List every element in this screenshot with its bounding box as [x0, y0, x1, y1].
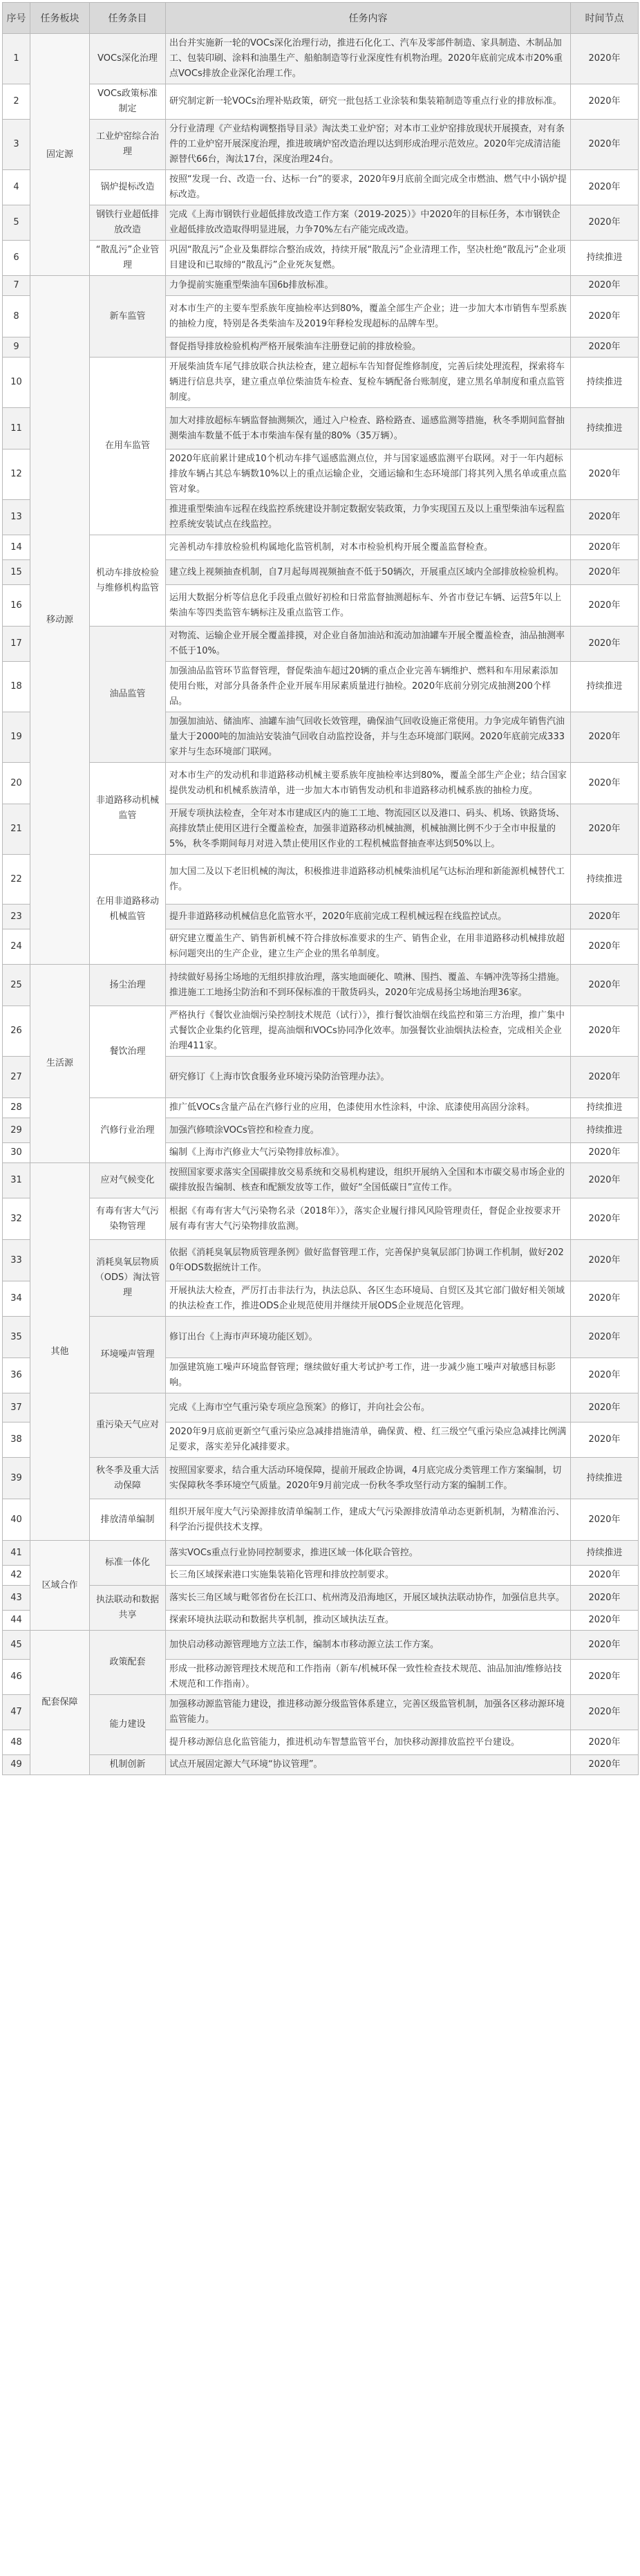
task-content-cell: 对本市生产的主要车型系族年度抽检率达到80%，覆盖全部生产企业；进一步加大本市销售车型系族的抽检力度，特别是各类柴油车及2019年释检发现超标的品牌车型。: [166, 296, 571, 337]
row-number: 22: [3, 855, 30, 905]
task-item-cell: 餐饮治理: [90, 1006, 166, 1098]
task-content-cell: 探索环境执法联动和数据共享机制，推动区域执法互查。: [166, 1611, 571, 1631]
time-node-cell: 2020年: [571, 535, 639, 560]
task-content-cell: 加强加油站、储油库、油罐车油气回收长效管理，确保油气回收设施正常使用。力争完成年销售汽油量大于2000吨的加油站安装油气回收自动监控设备，并与生态环境部门联网。2020年底前完成333家并与生态环境部门联网。: [166, 712, 571, 763]
time-node-cell: 持续推进: [571, 408, 639, 450]
table-row: [3, 170, 639, 205]
task-content-cell: 落实VOCs重点行业协同控制要求，推进区域一体化联合管控。: [166, 1541, 571, 1566]
row-number: 11: [3, 408, 30, 450]
time-node-cell: 2020年: [571, 337, 639, 358]
task-item-cell: 能力建设: [90, 1695, 166, 1755]
task-content-cell: 长三角区域探索港口实施集装箱化管理和排放控制要求。: [166, 1566, 571, 1586]
time-node-cell: 2020年: [571, 905, 639, 929]
time-node-cell: 2020年: [571, 1499, 639, 1541]
task-item-cell: 有毒有害大气污染物管理: [90, 1198, 166, 1240]
table-row: [3, 1317, 639, 1358]
task-item-cell: 重污染天气应对: [90, 1393, 166, 1458]
time-node-cell: 2020年: [571, 1695, 639, 1730]
table-row: [3, 1098, 639, 1118]
task-content-cell: 加快启动移动源管理地方立法工作，编制本市移动源立法工作方案。: [166, 1631, 571, 1660]
task-content-cell: 建立线上视频抽查机制，自7月起每周视频抽查不低于50辆次，开展重点区域内全部排放检验机构。: [166, 560, 571, 585]
row-number: 36: [3, 1358, 30, 1393]
header-section: 任务板块: [30, 3, 90, 34]
task-item-cell: 标准一体化: [90, 1541, 166, 1586]
task-item-cell: “散乱污”企业管理: [90, 241, 166, 276]
header-row: [3, 3, 639, 34]
time-node-cell: 持续推进: [571, 241, 639, 276]
row-number: 8: [3, 296, 30, 337]
table-row: [3, 1695, 639, 1730]
table-row: [3, 1755, 639, 1775]
time-node-cell: 2020年: [571, 170, 639, 205]
row-number: 29: [3, 1118, 30, 1143]
task-content-cell: 落实长三角区域与毗邻省份在长江口、杭州湾及沿海地区，开展区域执法联动协作，加强信息共享。: [166, 1586, 571, 1611]
row-number: 20: [3, 763, 30, 804]
row-number: 40: [3, 1499, 30, 1541]
task-item-cell: 钢铁行业超低排放改造: [90, 205, 166, 241]
time-node-cell: 2020年: [571, 1566, 639, 1586]
time-node-cell: 持续推进: [571, 1118, 639, 1143]
time-node-cell: 2020年: [571, 1240, 639, 1281]
row-number: 13: [3, 500, 30, 535]
time-node-cell: 2020年: [571, 763, 639, 804]
time-node-cell: 2020年: [571, 1281, 639, 1317]
task-item-cell: 排放清单编制: [90, 1499, 166, 1541]
table-row: [3, 1163, 639, 1198]
task-item-cell: VOCs深化治理: [90, 34, 166, 84]
time-node-cell: 2020年: [571, 450, 639, 500]
task-content-cell: 试点开展固定源大气环境“协议管理”。: [166, 1755, 571, 1775]
table-row: [3, 241, 639, 276]
time-node-cell: 2020年: [571, 34, 639, 84]
table-row: [3, 84, 639, 120]
time-node-cell: 2020年: [571, 627, 639, 662]
section-cell: 区域合作: [30, 1541, 90, 1631]
table-row: [3, 1198, 639, 1240]
table-row: [3, 1631, 639, 1660]
time-node-cell: 2020年: [571, 1755, 639, 1775]
table-row: [3, 965, 639, 1006]
row-number: 15: [3, 560, 30, 585]
table-row: [3, 1006, 639, 1057]
task-content-cell: 按照国家要求，结合重大活动环境保障，提前开展政企协调，4月底完成分类管理工作方案编制，切实保障秋冬季环境空气质量。2020年9月前完成一份秋冬季攻坚行动方案的编制工作。: [166, 1458, 571, 1499]
time-node-cell: 2020年: [571, 1423, 639, 1458]
row-number: 2: [3, 84, 30, 120]
task-content-cell: 研究制定新一轮VOCs治理补贴政策，研究一批包括工业涂装和集装箱制造等重点行业的排放标准。: [166, 84, 571, 120]
task-content-cell: 力争提前实施重型柴油车国6b排放标准。: [166, 276, 571, 296]
task-content-cell: 根据《有毒有害大气污染物名录（2018年）》，落实企业履行排风风险管理责任，督促企业按要求开展有毒有害大气污染物排放监测。: [166, 1198, 571, 1240]
table-row: [3, 1240, 639, 1281]
time-node-cell: 2020年: [571, 276, 639, 296]
table-row: [3, 855, 639, 905]
task-content-cell: 加强移动源监管能力建设，推进移动源分级监管体系建立，完善区级监管机制，加强各区移动源环境监管能力。: [166, 1695, 571, 1730]
task-item-cell: 汽修行业治理: [90, 1098, 166, 1163]
header-item: 任务条目: [90, 3, 166, 34]
task-item-cell: 工业炉窑综合治理: [90, 120, 166, 170]
row-number: 47: [3, 1695, 30, 1730]
row-number: 38: [3, 1423, 30, 1458]
row-number: 24: [3, 929, 30, 965]
header-content: 任务内容: [166, 3, 571, 34]
row-number: 37: [3, 1393, 30, 1423]
time-node-cell: 2020年: [571, 500, 639, 535]
time-node-cell: 2020年: [571, 804, 639, 855]
task-item-cell: 消耗臭氧层物质（ODS）淘汰管理: [90, 1240, 166, 1317]
task-content-cell: 推进重型柴油车远程在线监控系统建设并制定数据安装政策，力争实现国五及以上重型柴油车远程监控系统安装试点在线监控。: [166, 500, 571, 535]
table-row: [3, 627, 639, 662]
task-item-cell: 政策配套: [90, 1631, 166, 1695]
task-content-cell: 加大国二及以下老旧机械的淘汰，积极推进非道路移动机械柴油机尾气达标治理和新能源机械替代工作。: [166, 855, 571, 905]
task-item-cell: 机动车排放检验与维修机构监管: [90, 535, 166, 627]
task-item-cell: 在用车监管: [90, 358, 166, 535]
row-number: 48: [3, 1730, 30, 1755]
task-item-cell: 非道路移动机械监管: [90, 763, 166, 855]
table-row: [3, 1499, 639, 1541]
task-content-cell: 运用大数据分析等信息化手段重点做好初检和日常监督抽测超标车、外省市登记车辆、运营5年以上柴油车等四类监管车辆标注及重点监管工作。: [166, 585, 571, 627]
task-item-cell: 执法联动和数据共享: [90, 1586, 166, 1631]
row-number: 31: [3, 1163, 30, 1198]
time-node-cell: 2020年: [571, 1358, 639, 1393]
time-node-cell: 2020年: [571, 1317, 639, 1358]
table-row: [3, 1458, 639, 1499]
row-number: 35: [3, 1317, 30, 1358]
row-number: 27: [3, 1057, 30, 1098]
table-row: [3, 1393, 639, 1423]
time-node-cell: 2020年: [571, 929, 639, 965]
task-content-cell: 按照“发现一台、改造一台、达标一台”的要求，2020年9月底前全面完成全市燃油、燃气中小锅炉提标改造。: [166, 170, 571, 205]
row-number: 45: [3, 1631, 30, 1660]
row-number: 34: [3, 1281, 30, 1317]
header-node: 时间节点: [571, 3, 639, 34]
task-content-cell: 完成《上海市空气重污染专项应急预案》的修订，并向社会公布。: [166, 1393, 571, 1423]
task-content-cell: 出台并实施新一轮的VOCs深化治理行动，推进石化化工、汽车及零部件制造、家具制造、木制品加工、包装印刷、涂料和油墨生产、船舶制造等行业深度性有机物治理。2020年底前完成本市20%重点VOCs排放企业深化治理工作。: [166, 34, 571, 84]
table-row: [3, 358, 639, 408]
row-number: 6: [3, 241, 30, 276]
row-number: 19: [3, 712, 30, 763]
task-item-cell: 油品监管: [90, 627, 166, 763]
row-number: 14: [3, 535, 30, 560]
table-row: [3, 535, 639, 560]
table-row: [3, 34, 639, 84]
task-content-cell: 加大对排放超标车辆监督抽测频次，通过入户检查、路检路查、遥感监测等措施，秋冬季期间监督抽测柴油车数量不低于本市柴油车保有量的80%（35万辆）。: [166, 408, 571, 450]
task-content-cell: 对物流、运输企业开展全覆盖排摸，对企业自备加油站和流动加油罐车开展全覆盖检查，油品抽测率不低于10%。: [166, 627, 571, 662]
row-number: 33: [3, 1240, 30, 1281]
row-number: 21: [3, 804, 30, 855]
time-node-cell: 2020年: [571, 1586, 639, 1611]
time-node-cell: 2020年: [571, 84, 639, 120]
time-node-cell: 2020年: [571, 205, 639, 241]
row-number: 28: [3, 1098, 30, 1118]
row-number: 7: [3, 276, 30, 296]
task-content-cell: 推广低VOCs含量产品在汽修行业的应用，色漆使用水性涂料，中涂、底漆使用高固分涂料。: [166, 1098, 571, 1118]
row-number: 46: [3, 1660, 30, 1695]
row-number: 43: [3, 1586, 30, 1611]
task-content-cell: 加强汽修喷涂VOCs管控和检查力度。: [166, 1118, 571, 1143]
row-number: 18: [3, 662, 30, 712]
time-node-cell: 2020年: [571, 296, 639, 337]
task-item-cell: VOCs政策标准制定: [90, 84, 166, 120]
time-node-cell: 2020年: [571, 1393, 639, 1423]
task-item-cell: 锅炉提标改造: [90, 170, 166, 205]
time-node-cell: 2020年: [571, 1143, 639, 1163]
task-content-cell: 按照国家要求落实全国碳排放交易系统和交易机构建设，组织开展纳入全国和本市碳交易市场企业的碳排放报告编制、核查和配额发放等工作，做好“全国低碳日”宣传工作。: [166, 1163, 571, 1198]
task-item-cell: 机制创新: [90, 1755, 166, 1775]
section-cell: 生活源: [30, 965, 90, 1163]
task-content-cell: 修订出台《上海市声环境功能区划》。: [166, 1317, 571, 1358]
task-content-cell: 分行业清理《产业结构调整指导目录》淘汰类工业炉窑；对本市工业炉窑排放现状开展摸查，对有条件的工业炉窑开展深度治理，推进玻璃炉窑改造治理以达到形成治理示范效应。2020年完成清洁能源替代66台，淘汰17台，深度治理24台。: [166, 120, 571, 170]
time-node-cell: 2020年: [571, 1198, 639, 1240]
task-content-cell: 提升非道路移动机械信息化监管水平，2020年底前完成工程机械远程在线监控试点。: [166, 905, 571, 929]
time-node-cell: 2020年: [571, 1730, 639, 1755]
task-content-cell: 完善机动车排放检验机构属地化监管机制，对本市检验机构开展全覆盖监督检查。: [166, 535, 571, 560]
row-number: 16: [3, 585, 30, 627]
table-row: [3, 205, 639, 241]
row-number: 49: [3, 1755, 30, 1775]
time-node-cell: 持续推进: [571, 358, 639, 408]
row-number: 26: [3, 1006, 30, 1057]
time-node-cell: 2020年: [571, 1057, 639, 1098]
time-node-cell: 2020年: [571, 1660, 639, 1695]
task-content-cell: 组织开展年度大气污染源排放清单编制工作，建成大气污染源排放清单动态更新机制，为精准治污、科学治污提供技术支撑。: [166, 1499, 571, 1541]
row-number: 4: [3, 170, 30, 205]
table-row: [3, 1541, 639, 1566]
task-content-cell: 加强油品监管环节监督管理，督促柴油车超过20辆的重点企业完善车辆维护、燃料和车用尿素添加使用台账，对部分具备条件企业开展车用尿素质量进行抽检。2020年底前分别完成抽测200个样品。: [166, 662, 571, 712]
row-number: 44: [3, 1611, 30, 1631]
task-content-cell: 开展专项执法检查，全年对本市建成区内的施工工地、物流园区以及港口、码头、机场、铁路货场、高排放禁止使用区进行全覆盖检查，加强非道路移动机械抽测，机械抽测比例不少于全市申报量的5%，秋冬季期间每月对进入禁止使用区作业的工程机械监督抽查率达到50%以上。: [166, 804, 571, 855]
time-node-cell: 2020年: [571, 1611, 639, 1631]
time-node-cell: 持续推进: [571, 1541, 639, 1566]
task-table: [2, 2, 639, 1775]
row-number: 17: [3, 627, 30, 662]
task-content-cell: 严格执行《餐饮业油烟污染控制技术规范（试行）》，推行餐饮油烟在线监控和第三方治理，推广集中式餐饮企业集约化管理，提高油烟和VOCs协同净化效率。加强餐饮业油烟执法检查，完成相关企业治理411家。: [166, 1006, 571, 1057]
task-content-cell: 开展柴油货车尾气排放联合执法检查，建立超标车告知督促维修制度，完善后续处理流程，探索将车辆进行信息共享，建立重点单位柴油货车检查、复检车辆配备台账制度，建立黑名单制度和重点监管制度。: [166, 358, 571, 408]
row-number: 5: [3, 205, 30, 241]
row-number: 32: [3, 1198, 30, 1240]
table-body: [3, 34, 639, 1775]
task-content-cell: 加强建筑施工噪声环境监督管理；继续做好重大考试护考工作，进一步减少施工噪声对敏感目标影响。: [166, 1358, 571, 1393]
row-number: 41: [3, 1541, 30, 1566]
task-content-cell: 2020年底前累计建成10个机动车排气遥感监测点位，并与国家遥感监测平台联网。对于一年内超标排放车辆占其总车辆数10%以上的重点运输企业，交通运输和生态环境部门将其列入黑名单或重点监管对象。: [166, 450, 571, 500]
time-node-cell: 2020年: [571, 585, 639, 627]
task-content-cell: 巩固“散乱污”企业及集群综合整治成效，持续开展“散乱污”企业清理工作，坚决杜绝“散乱污”企业项目建设和已取缔的“散乱污”企业死灰复燃。: [166, 241, 571, 276]
task-content-cell: 形成一批移动源管理技术规范和工作指南（新车/机械环保一致性检查技术规范、油品加油/维修站技术规范和工作指南）。: [166, 1660, 571, 1695]
task-content-cell: 2020年9月底前更新空气重污染应急减排措施清单，确保黄、橙、红三级空气重污染应急减排比例满足要求，落实差异化减排要求。: [166, 1423, 571, 1458]
time-node-cell: 2020年: [571, 1631, 639, 1660]
task-content-cell: 编制《上海市汽修业大气污染物排放标准》。: [166, 1143, 571, 1163]
task-content-cell: 研究建立覆盖生产、销售新机械不符合排放标准要求的生产、销售企业，在用非道路移动机械排放超标问题突出的生产企业，建立生产企业的黑名单制度。: [166, 929, 571, 965]
task-item-cell: 应对气候变化: [90, 1163, 166, 1198]
section-cell: 移动源: [30, 276, 90, 965]
time-node-cell: 2020年: [571, 560, 639, 585]
table-row: [3, 763, 639, 804]
row-number: 3: [3, 120, 30, 170]
row-number: 25: [3, 965, 30, 1006]
time-node-cell: 2020年: [571, 1163, 639, 1198]
time-node-cell: 2020年: [571, 120, 639, 170]
task-content-cell: 完成《上海市钢铁行业超低排放改造工作方案（2019-2025）》中2020年的目标任务，本市钢铁企业超低排放改造取得明显进展，力争70%左右产能完成改造。: [166, 205, 571, 241]
task-content-cell: 督促指导排放检验机构严格开展柴油车注册登记前的排放检验。: [166, 337, 571, 358]
row-number: 12: [3, 450, 30, 500]
task-item-cell: 新车监管: [90, 276, 166, 358]
section-cell: 其他: [30, 1163, 90, 1541]
task-content-cell: 研究修订《上海市饮食服务业环境污染防治管理办法》。: [166, 1057, 571, 1098]
table-row: [3, 120, 639, 170]
section-cell: 固定源: [30, 34, 90, 276]
task-item-cell: 扬尘治理: [90, 965, 166, 1006]
row-number: 10: [3, 358, 30, 408]
row-number: 30: [3, 1143, 30, 1163]
row-number: 23: [3, 905, 30, 929]
time-node-cell: 2020年: [571, 965, 639, 1006]
time-node-cell: 2020年: [571, 1006, 639, 1057]
row-number: 39: [3, 1458, 30, 1499]
table-row: [3, 1586, 639, 1611]
time-node-cell: 持续推进: [571, 855, 639, 905]
task-content-cell: 持续做好易扬尘场地的无组织排放治理，落实地面硬化、喷淋、围挡、覆盖、车辆冲洗等扬尘措施。推进施工工地扬尘防治和不到环保标准的干散货码头，2020年完成易扬尘场地治理36家。: [166, 965, 571, 1006]
task-item-cell: 环境噪声管理: [90, 1317, 166, 1393]
task-content-cell: 对本市生产的发动机和非道路移动机械主要系族年度抽检率达到80%，覆盖全部生产企业；结合国家提供发动机和机械系族清单，进一步加大本市销售发动机和非道路移动机械系族的抽检力度。: [166, 763, 571, 804]
row-number: 42: [3, 1566, 30, 1586]
row-number: 1: [3, 34, 30, 84]
row-number: 9: [3, 337, 30, 358]
time-node-cell: 持续推进: [571, 1098, 639, 1118]
task-item-cell: 在用非道路移动机械监管: [90, 855, 166, 965]
time-node-cell: 持续推进: [571, 1458, 639, 1499]
task-content-cell: 开展执法大检查，严厉打击非法行为，执法总队、各区生态环境局、自贸区及其它部门做好相关领域的执法检查工作，推进ODS企业规范使用并继续开展ODS企业规范化管理。: [166, 1281, 571, 1317]
time-node-cell: 持续推进: [571, 662, 639, 712]
task-content-cell: 提升移动源信息化监管能力，推进机动车智慧监管平台，加快移动源排放监控平台建设。: [166, 1730, 571, 1755]
task-item-cell: 秋冬季及重大活动保障: [90, 1458, 166, 1499]
task-content-cell: 依据《消耗臭氧层物质管理条例》做好监督管理工作，完善保护臭氧层部门协调工作机制，做好2020年ODS数据统计工作。: [166, 1240, 571, 1281]
section-cell: 配套保障: [30, 1631, 90, 1775]
time-node-cell: 2020年: [571, 712, 639, 763]
table-row: [3, 276, 639, 296]
header-no: 序号: [3, 3, 30, 34]
